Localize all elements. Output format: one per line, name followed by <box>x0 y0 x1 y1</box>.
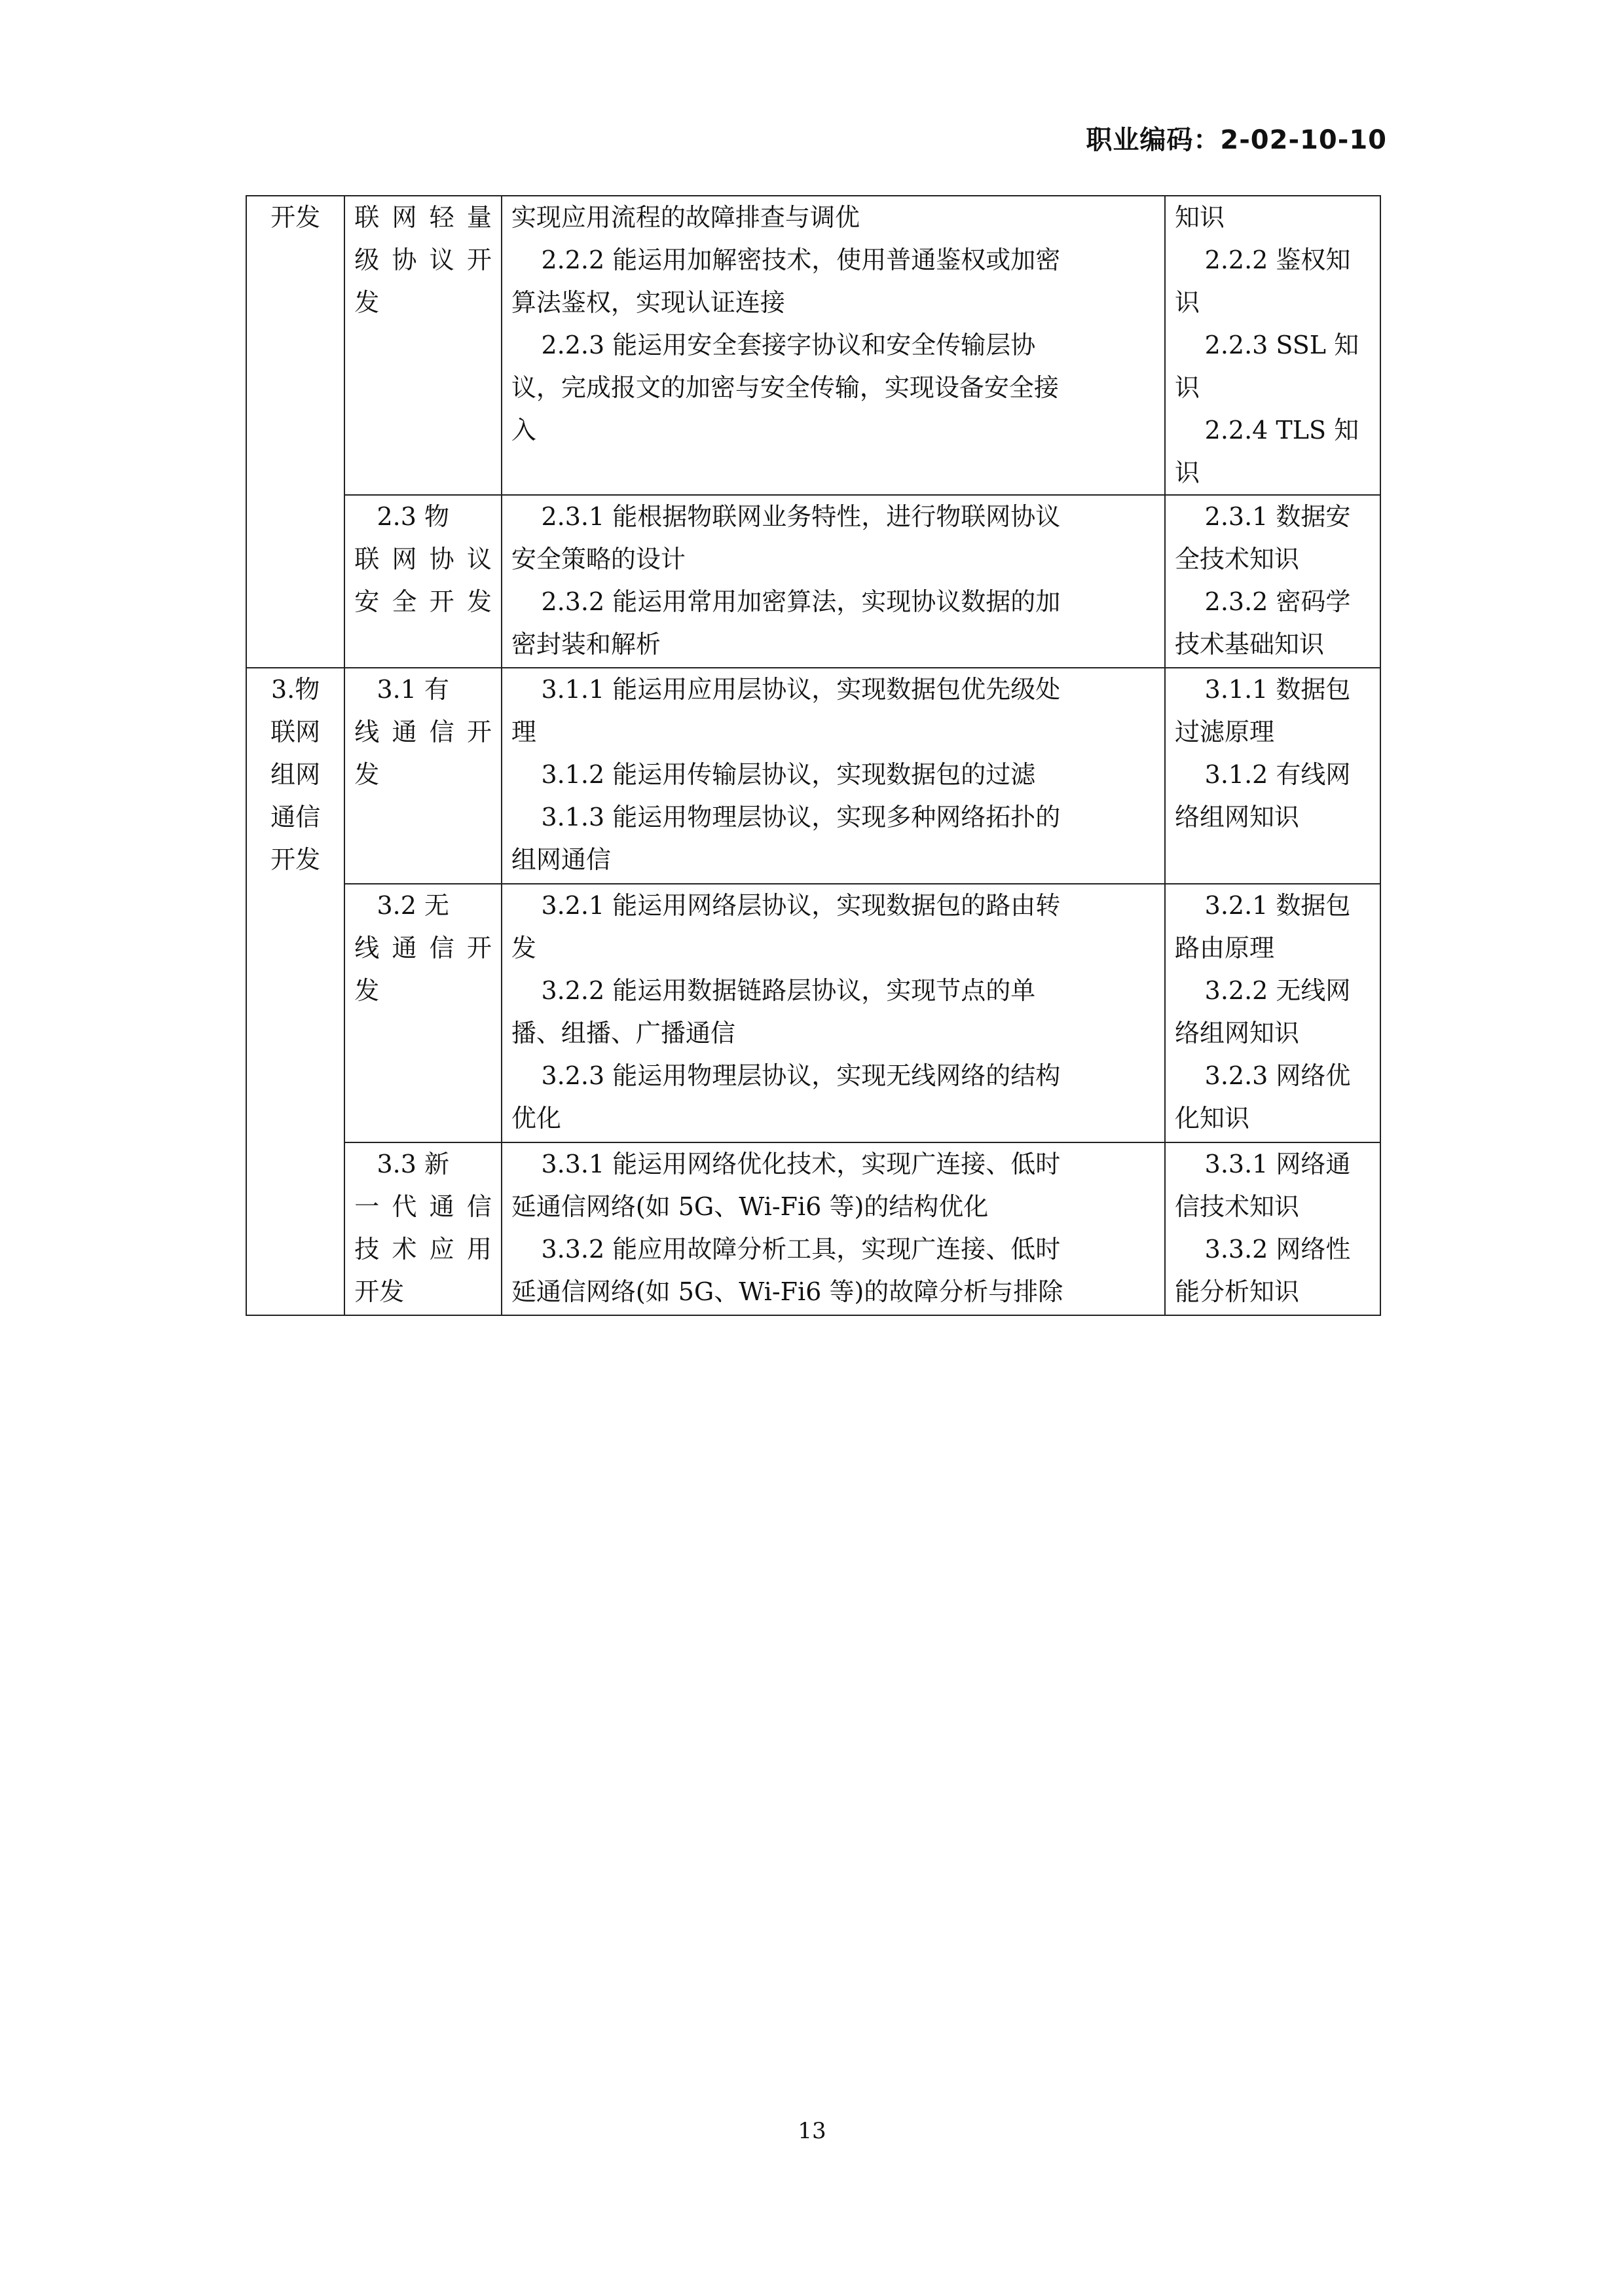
cell-work-content: 3.3 新 一代通信 技术应用 开发 <box>344 1142 502 1315</box>
page-number: 13 <box>798 2118 826 2144</box>
cell-related-knowledge: 2.3.1 数据安 全技术知识 2.3.2 密码学 技术基础知识 <box>1165 495 1380 668</box>
table-row <box>246 884 1380 1142</box>
cell-skill-requirements: 3.2.1 能运用网络层协议，实现数据包的路由转 发 3.2.2 能运用数据链路层协议，实现节点的单 播、组播、广播通信 3.2.3 能运用物理层协议，实现无线网络的结构 优化 <box>502 884 1165 1142</box>
cell-occupation-function: 开发 <box>246 196 344 668</box>
cell-related-knowledge: 知识 2.2.2 鉴权知 识 2.2.3 SSL 知 识 2.2.4 TLS 知 识 <box>1165 196 1380 495</box>
cell-work-content: 3.1 有 线通信开 发 <box>344 668 502 884</box>
cell-skill-requirements: 3.1.1 能运用应用层协议，实现数据包优先级处 理 3.1.2 能运用传输层协议，实现数据包的过滤 3.1.3 能运用物理层协议，实现多种网络拓扑的 组网通信 <box>502 668 1165 884</box>
occupation-code: 职业编码：2-02-10-10 <box>1086 125 1387 155</box>
cell-occupation-function: 3.物 联网 组网 通信 开发 <box>246 668 344 1315</box>
cell-work-content: 2.3 物 联网协议 安全开发 <box>344 495 502 668</box>
cell-skill-requirements: 3.3.1 能运用网络优化技术，实现广连接、低时 延通信网络(如 5G、Wi-Fi6 等)的结构优化 3.3.2 能应用故障分析工具，实现广连接、低时 延通信网络(如 5G、Wi-Fi6 等)的故障分析与排除 <box>502 1142 1165 1315</box>
skill-requirements-table <box>246 195 1381 1316</box>
table-row <box>246 1142 1380 1315</box>
cell-related-knowledge: 3.1.1 数据包 过滤原理 3.1.2 有线网 络组网知识 <box>1165 668 1380 884</box>
table-row <box>246 196 1380 495</box>
cell-work-content: 联网轻量 级协议开 发 <box>344 196 502 495</box>
table-row <box>246 495 1380 668</box>
cell-skill-requirements: 实现应用流程的故障排查与调优 2.2.2 能运用加解密技术，使用普通鉴权或加密 算法鉴权，实现认证连接 2.2.3 能运用安全套接字协议和安全传输层协 议，完成报文的加密与安全传输，实现设备安全接 入 <box>502 196 1165 495</box>
cell-related-knowledge: 3.3.1 网络通 信技术知识 3.3.2 网络性 能分析知识 <box>1165 1142 1380 1315</box>
cell-skill-requirements: 2.3.1 能根据物联网业务特性，进行物联网协议 安全策略的设计 2.3.2 能运用常用加密算法，实现协议数据的加 密封装和解析 <box>502 495 1165 668</box>
cell-work-content: 3.2 无 线通信开 发 <box>344 884 502 1142</box>
cell-related-knowledge: 3.2.1 数据包 路由原理 3.2.2 无线网 络组网知识 3.2.3 网络优 化知识 <box>1165 884 1380 1142</box>
table-row <box>246 668 1380 884</box>
